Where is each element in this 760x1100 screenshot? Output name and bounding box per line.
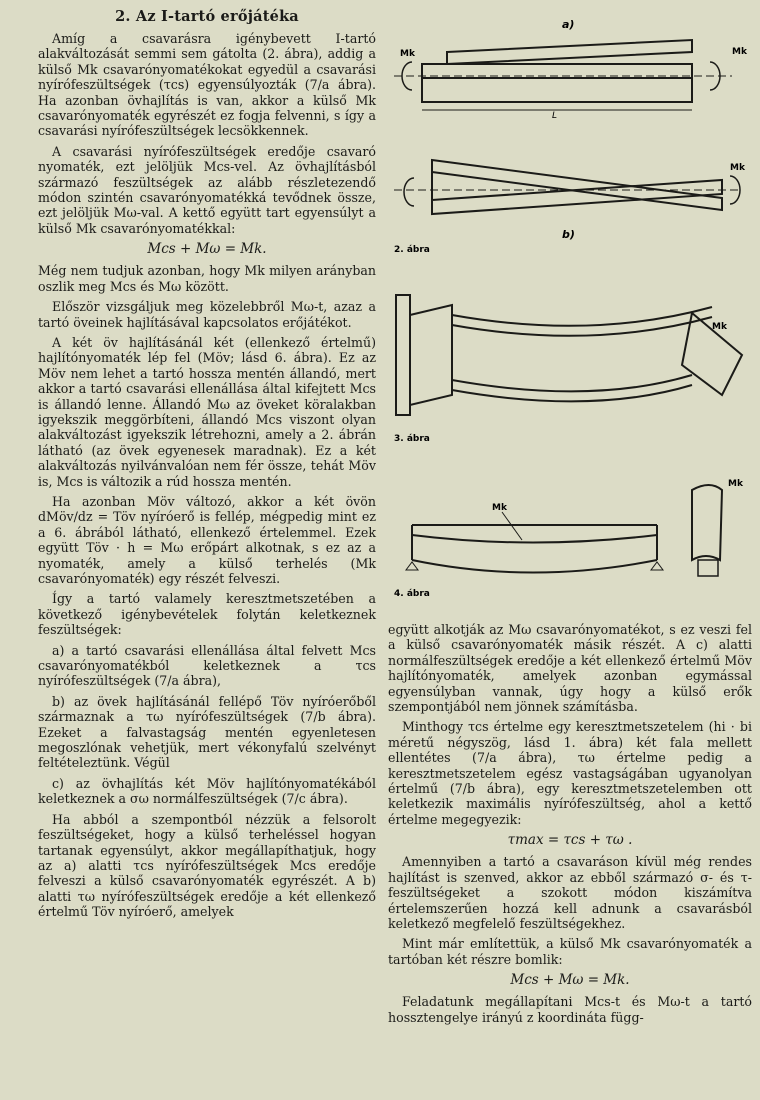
figure-2a <box>392 10 760 120</box>
equation: Mcs + Mω = Mk. <box>147 241 267 258</box>
paragraph: Minthogy τcs értelme egy keresztmetszetelem (hi · bi méretű négyszög, lásd 1. ábra) két fala mellett ellentétes (7/a ábra), τω értelme pedig a keresztmetszetelem egész vastagságában ugyanolyan értelmű (7/b ábra), egy keresztmetszetelemben ott keletkezik maximális nyírófeszültség, ahol a kettő értelme megegyezik: <box>388 719 752 827</box>
paragraph: Feladatunk megállapítani Mcs-t és Mω-t a tartó hossztengelye irányú z koordináta függ- <box>388 994 752 1025</box>
paragraph: Amíg a csavarásra igénybevett I-tartó alakváltozását semmi sem gátolta (2. ábra), addig a külső Mk csavarónyomatékokat egyedül a csavarási nyírófeszültségek (τcs) egyensúlyozták (7/a ábra). Ha azonban övhajlítás is van, akkor a külső Mk csavarónyomaték egyrészét ez fogja felvenni, s így a csavarási nyírófeszültségek lecsökkennek. <box>38 31 376 139</box>
paragraph: b) az övek hajlításánál fellépő Töv nyíróerőből származnak a τω nyírófeszültségek (7/b ábra). Ezeket a falvastagság mentén egyenletesen megoszlónak vehetjük, mert vékonyfalú szelvényt feltételeztünk. Végül <box>38 693 376 771</box>
fig4-beam-mid <box>412 535 657 543</box>
fig2a-mk-right: Mk <box>732 47 747 57</box>
fig4-support-right <box>651 562 663 570</box>
fig3-caption: 3. ábra <box>394 434 430 444</box>
fig3-mk: Mk <box>712 322 727 332</box>
fig2a-top-flange <box>447 40 692 64</box>
fig2b-bottom-flange <box>432 180 722 214</box>
fig3-bottom-flange-2 <box>452 385 692 401</box>
left-column <box>38 8 376 925</box>
fig2-caption: 2. ábra <box>394 245 430 255</box>
paragraph: A csavarási nyírófeszültségek eredője csavaró nyomaték, ezt jelöljük Mcs-vel. Az övhajlításból származó feszültségek az alább részletezendő módon szintén csavarónyomatékká tevődnek össze, ezt jelöljük Mω-val. A kettő együtt tart egyensúlyt a külső Mk csavarónyomatékkal: <box>38 143 376 236</box>
fig2a-mk-left: Mk <box>400 49 415 59</box>
fig4-support-left <box>406 562 418 570</box>
fig3-wall-face <box>410 305 452 405</box>
paragraph: Amennyiben a tartó a csavaráson kívül még rendes hajlítást is szenved, akkor az ebből származó σ- és τ-feszültségeket a szokott módon kiszámítva értelemszerűen hozzá kell adnunk a csavarásból keletkező megfelelő feszültségekhez. <box>388 854 752 931</box>
figure-2b <box>392 140 760 260</box>
fig2b-mk: Mk <box>730 163 745 173</box>
figure-3 <box>392 285 760 445</box>
fig3-wall <box>396 295 410 415</box>
fig4-mk2: Mk <box>728 479 743 489</box>
fig4-mk1: Mk <box>492 503 507 513</box>
paragraph: együtt alkotják az Mω csavarónyomatékot, s ez veszi fel a külső csavarónyomaték másik részét. A c) alatti normálfeszültségek eredője a két ellenkező értelmű Möv hajlítónyomaték, amelyek azonban egymással egyensúlyban vannak, úgy hogy a külső erők szempontjából nem jönnek számításba. <box>388 622 752 715</box>
equation: τmax = τcs + τω . <box>507 832 633 849</box>
fig3-top-flange <box>452 307 712 326</box>
paragraph: A két öv hajlításánál két (ellenkező értelmű) hajlítónyomaték lép fel (Möv; lásd 6. ábra). Ez az Möv nem lehet a tartó hossza mentén állandó, mert akkor a tartó csavarási ellenállása által kifejtett Mcs is állandó lenne. Állandó Mω az öveket köralakban igyekszik meggörbíteni, állandó Mcs viszont olyan alakváltozást igyekszik létrehozni, amely a 2. ábrán látható (az övek egyenesek maradnak). Ez a két alakváltozás nyilvánvalóan nem fér össze, tehát Möv is, Mcs is változik a rúd hossza mentén. <box>38 334 376 489</box>
fig3-bottom-flange <box>452 375 692 391</box>
figure-4 <box>392 470 760 605</box>
fig2-a-label: a) <box>562 18 575 31</box>
fig2b-moment-left <box>404 178 414 206</box>
equation: Mcs + Mω = Mk. <box>510 972 630 989</box>
fig4-section <box>692 485 722 560</box>
paragraph: Ha abból a szempontból nézzük a felsorolt feszültségeket, hogy a külső terheléssel hogyan tartanak egyensúlyt, akkor megállapíthatjuk, hogy az a) alatti τcs nyírófeszültségek Mcs eredője felveszi a külső csavarónyomaték egyrészét. A b) alatti τω nyírófeszültségek eredője a két ellenkező értelmű Töv nyíróerő, amelyek <box>38 811 376 920</box>
paragraph: Még nem tudjuk azonban, hogy Mk milyen arányban oszlik meg Mcs és Mω között. <box>38 263 376 294</box>
fig2-b-label: b) <box>562 228 575 241</box>
fig2a-bottom-flange <box>422 78 692 102</box>
paragraph: a) a tartó csavarási ellenállása által felvett Mcs csavarónyomatékból keletkeznek a τcs nyírófeszültségek (7/a ábra), <box>38 642 376 689</box>
fig4-caption: 4. ábra <box>394 589 430 599</box>
right-column <box>388 622 752 1030</box>
paragraph: Mint már említettük, a külső Mk csavarónyomaték a tartóban két részre bomlik: <box>388 936 752 967</box>
fig4-beam-bottom <box>412 560 657 573</box>
fig4-section-base <box>698 560 718 576</box>
section-heading: 2. Az I-tartó erőjátéka <box>115 8 299 25</box>
paragraph: Így a tartó valamely keresztmetszetében a következő igénybevételek folytán keletkeznek feszültségek: <box>38 591 376 638</box>
paragraph: Ha azonban Möv változó, akkor a két övön dMöv/dz = Töv nyíróerő is fellép, mégpedig mint ez a 6. ábrából látható, ellenkező értelemmel. Ezek együtt Töv · h = Mω erőpárt alkotnak, s ez az a nyomaték, amely a külső terhelés (Mk csavarónyomaték) egy részét felveszi. <box>38 493 376 586</box>
fig2b-top-flange <box>432 160 722 210</box>
paragraph: c) az övhajlítás két Möv hajlítónyomatékából keletkeznek a σω normálfeszültségek (7/c ábra). <box>38 775 376 807</box>
fig2a-L: L <box>552 111 558 120</box>
paragraph: Először vizsgáljuk meg közelebbről Mω-t, azaz a tartó öveinek hajlításával kapcsolatos erőjátékot. <box>38 299 376 330</box>
